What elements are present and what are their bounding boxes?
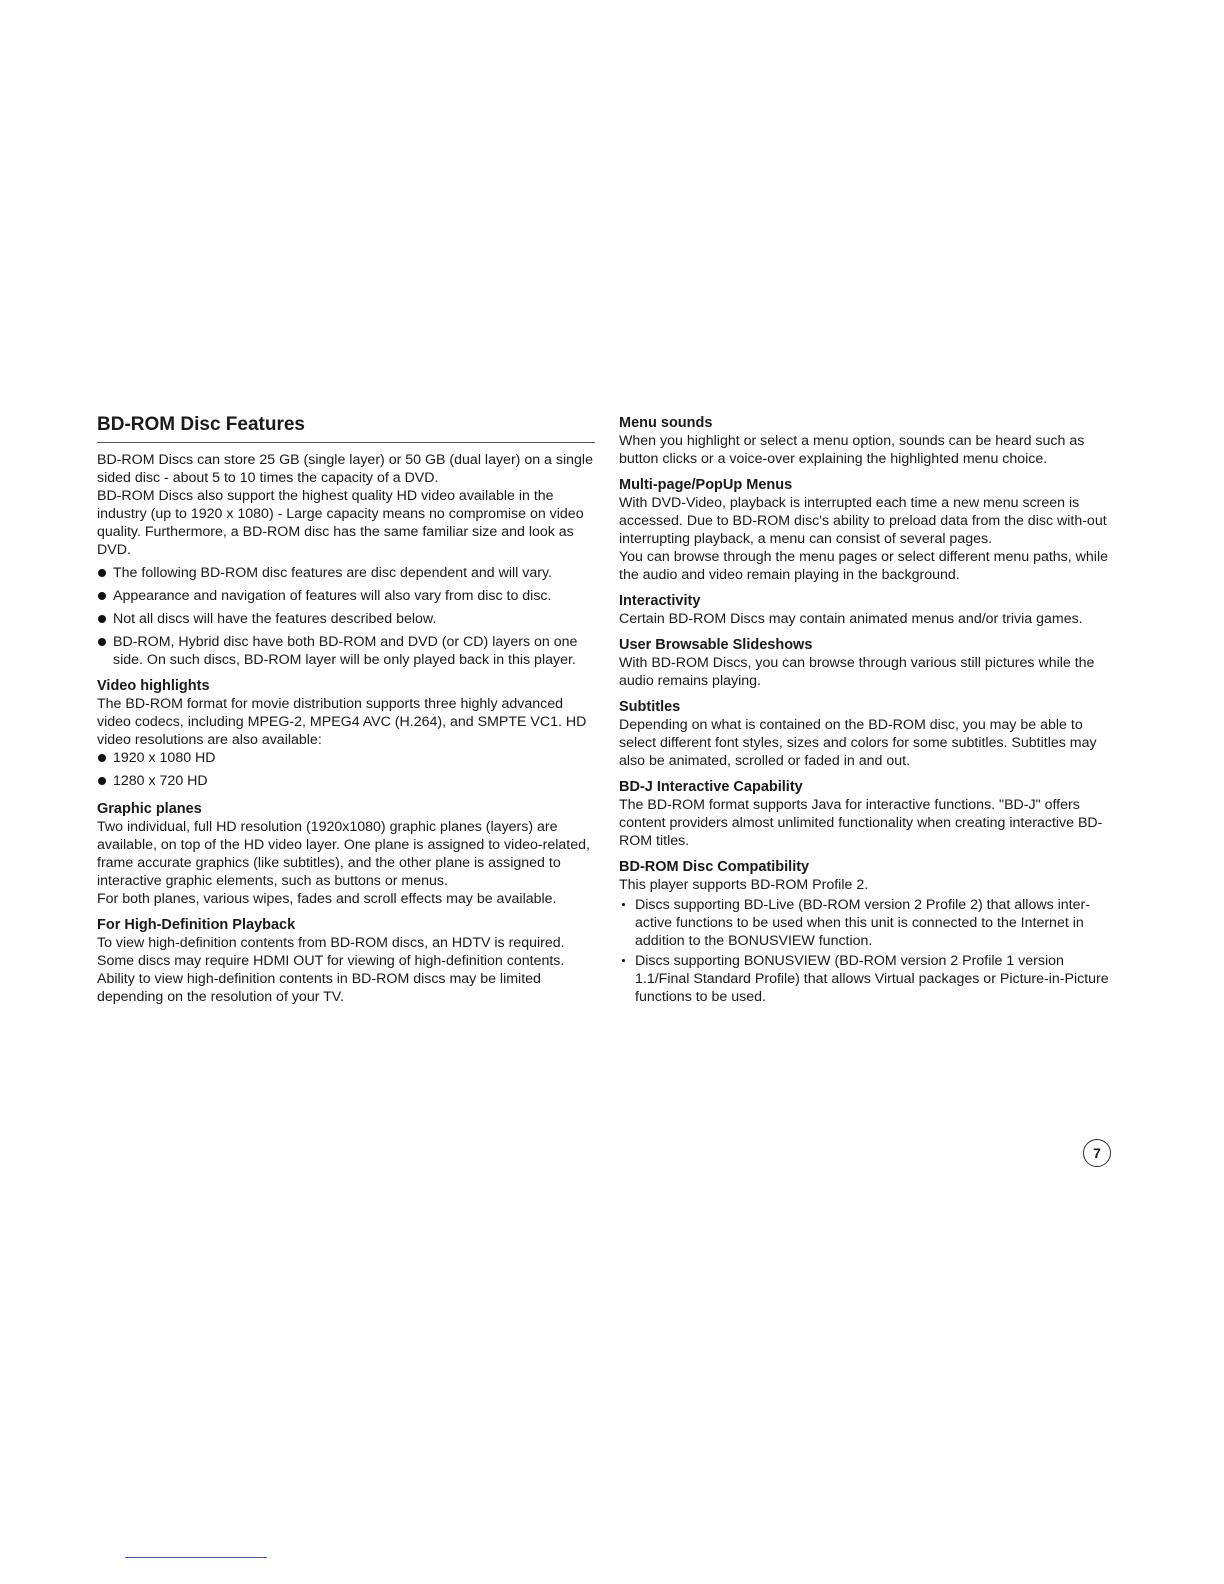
page-title: BD-ROM Disc Features (97, 414, 595, 443)
section-text: Certain BD-ROM Discs may contain animated menus and/or trivia games. (619, 611, 1083, 627)
page-number: 7 (1083, 1139, 1111, 1167)
resolution-list (97, 749, 595, 790)
footer-link-underline (125, 1557, 267, 1558)
section-heading: Graphic planes (97, 801, 202, 817)
section-text: With DVD-Video, playback is interrupted each time a new menu screen is accessed. Due to BD-ROM disc's ability to preload data from the disc with-out interrupting playback, a menu can consist of several pages. (619, 495, 1107, 547)
section-heading: User Browsable Slideshows (619, 637, 813, 653)
section-text: The BD-ROM format supports Java for interactive functions. "BD-J" offers content providers almost unlimited functionality when creating interactive BD-ROM titles. (619, 797, 1103, 849)
list-item: 1280 x 720 HD (97, 772, 595, 790)
list-item: 1920 x 1080 HD (97, 749, 595, 767)
section-text: The BD-ROM format for movie distribution supports three highly advanced video codecs, including MPEG-2, MPEG4 AVC (H.264), and SMPTE VC1. HD video resolutions are also available: (97, 696, 587, 748)
section-heading: BD-J Interactive Capability (619, 779, 803, 795)
subtitles-section (619, 698, 1117, 770)
section-heading: BD-ROM Disc Compatibility (619, 859, 810, 875)
list-item: The following BD-ROM disc features are disc dependent and will vary. (97, 564, 595, 582)
video-highlights-section (97, 677, 595, 790)
section-heading: Menu sounds (619, 415, 713, 431)
section-text: This player supports BD-ROM Profile 2. (619, 877, 869, 893)
feature-notes-list (97, 564, 595, 669)
section-text: You can browse through the menu pages or select different menu paths, while the audio and video remain playing in the background. (619, 549, 1108, 583)
section-text: With BD-ROM Discs, you can browse through various still pictures while the audio remains playing. (619, 655, 1095, 689)
list-item: BD-ROM, Hybrid disc have both BD-ROM and DVD (or CD) layers on one side. On such discs, BD-ROM layer will be only played back in this player. (97, 633, 595, 669)
list-item: Appearance and navigation of features will also vary from disc to disc. (97, 587, 595, 605)
interactivity-section (619, 592, 1117, 628)
section-text: Depending on what is contained on the BD-ROM disc, you may be able to select different font styles, sizes and colors for some subtitles. Subtitles may also be animated, scrolled or faded in and out. (619, 717, 1097, 769)
bdj-section (619, 778, 1117, 850)
compatibility-section (619, 858, 1117, 1006)
section-text: When you highlight or select a menu option, sounds can be heard such as button clicks or a voice-over explaining the highlighted menu choice. (619, 433, 1085, 467)
hd-playback-section (97, 916, 595, 1006)
intro-paragraph-2: BD-ROM Discs also support the highest quality HD video available in the industry (up to 1920 x 1080) - Large capacity means no compromise on video quality. Furthermore, a BD-ROM disc has the same familiar size and look as DVD. (97, 488, 584, 558)
section-heading: Interactivity (619, 593, 701, 609)
menu-sounds-section (619, 414, 1117, 468)
section-heading: Subtitles (619, 699, 681, 715)
list-item: Not all discs will have the features described below. (97, 610, 595, 628)
graphic-planes-section (97, 800, 595, 908)
compatibility-list (619, 896, 1117, 1006)
intro-paragraph-1: BD-ROM Discs can store 25 GB (single layer) or 50 GB (dual layer) on a single sided disc - about 5 to 10 times the capacity of a DVD. (97, 452, 593, 486)
section-text: Two individual, full HD resolution (1920x1080) graphic planes (layers) are available, on top of the HD video layer. One plane is assigned to video-related, frame accurate graphics (like subtitles), and the other plane is assigned to interactive graphic elements, such as buttons or menus. (97, 819, 590, 889)
list-item: Discs supporting BONUSVIEW (BD-ROM version 2 Profile 1 version 1.1/Final Standard Profile) that allows Virtual packages or Picture-in-Picture functions to be used. (619, 952, 1117, 1006)
section-text: To view high-definition contents from BD-ROM discs, an HDTV is required. Some discs may require HDMI OUT for viewing of high-definition contents. Ability to view high-definition contents in BD-ROM discs may be limited depending on the resolution of your TV. (97, 935, 565, 1005)
right-column (619, 414, 1117, 1006)
slideshows-section (619, 636, 1117, 690)
section-heading: For High-Definition Playback (97, 917, 296, 933)
intro-section (97, 451, 595, 559)
section-heading: Video highlights (97, 678, 210, 694)
section-heading: Multi-page/PopUp Menus (619, 477, 793, 493)
multipage-menus-section (619, 476, 1117, 584)
section-text: For both planes, various wipes, fades and scroll effects may be available. (97, 891, 557, 907)
left-column (97, 414, 595, 1006)
list-item: Discs supporting BD-Live (BD-ROM version 2 Profile 2) that allows inter-active functions to be used when this unit is connected to the Internet in addition to the BONUSVIEW function. (619, 896, 1117, 950)
